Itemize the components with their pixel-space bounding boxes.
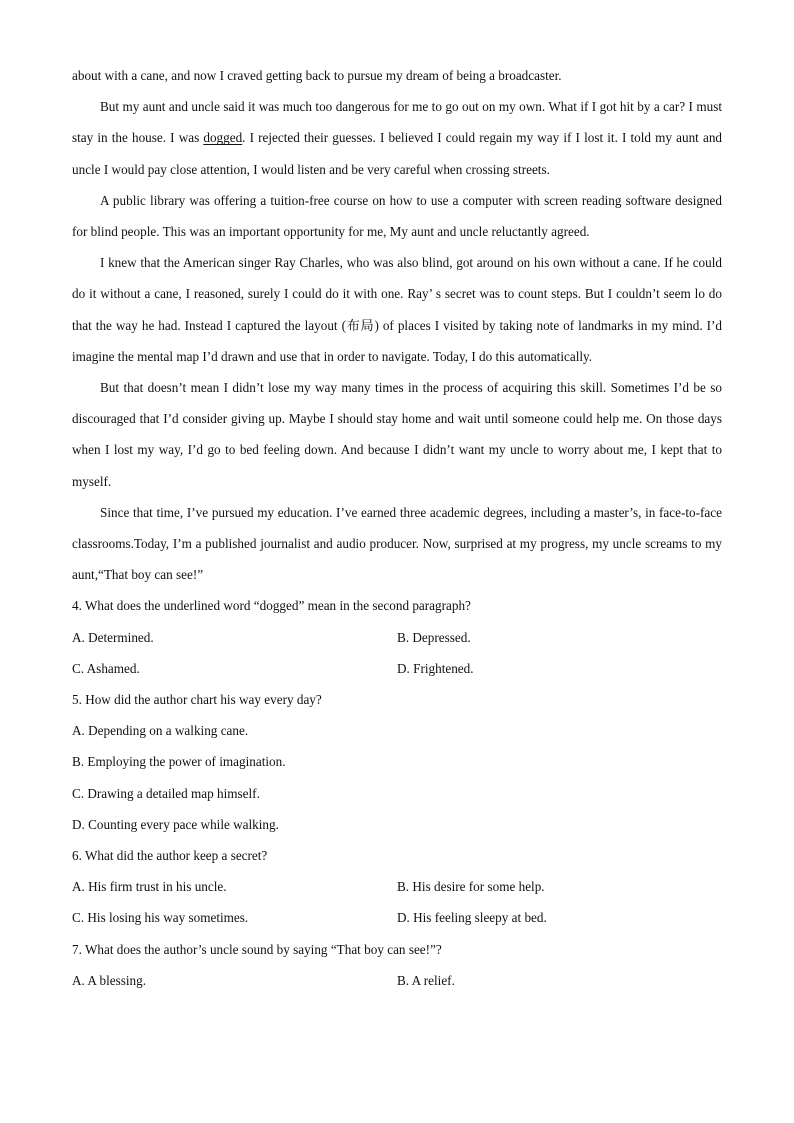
paragraph-1-text-before: But my aunt and uncle said it was much too dangerous for me to go out on my own. What if I got hit by a car? I must stay in the house. I was bbox=[72, 99, 722, 146]
passage-paragraph-4: But that doesn’t mean I didn’t lose my way many times in the process of acquiring this skill. Sometimes I’d be so discouraged that I’d consider giving up. Maybe I should stay home and wait until someone could help me. On those days when I lost my way, I’d go to bed feeling down. And because I didn’t want my uncle to worry about me, I kept that to myself. bbox=[72, 380, 722, 489]
document-page bbox=[72, 60, 722, 996]
question-6-stem: 6. What did the author keep a secret? bbox=[72, 848, 268, 864]
question-5-stem: 5. How did the author chart his way every day? bbox=[72, 692, 322, 708]
question-4-options-row-1 bbox=[72, 622, 722, 653]
question-5-option-d: D. Counting every pace while walking. bbox=[72, 816, 279, 832]
paragraph-1-text-after: . I rejected their guesses. I believed I could regain my way if I lost it. I told my aunt and uncle I would pay close attention, I would listen and be very careful when crossing streets. bbox=[72, 130, 723, 177]
question-6-option-a: A. His firm trust in his uncle. bbox=[72, 879, 227, 895]
question-5-option-c: C. Drawing a detailed map himself. bbox=[72, 785, 260, 801]
question-4-stem: 4. What does the underlined word “dogged” mean in the second paragraph? bbox=[72, 598, 471, 614]
passage-paragraph-1 bbox=[72, 91, 722, 185]
underlined-word: dogged bbox=[203, 130, 243, 146]
question-4-options-row-2 bbox=[72, 653, 722, 684]
passage-paragraph-5: Since that time, I’ve pursued my education. I’ve earned three academic degrees, including a master’s, in face-to-face classrooms.Today, I’m a published journalist and audio producer. Now, surprised at my progress, my uncle screams to my aunt,“That boy can see!” bbox=[72, 504, 722, 583]
question-6-options-row-1 bbox=[72, 871, 722, 902]
question-6-option-d: D. His feeling sleepy at bed. bbox=[397, 910, 547, 926]
passage-paragraph-3: I knew that the American singer Ray Charles, who was also blind, got around on his own without a cane. If he could do it without a cane, I reasoned, surely I could do it with one. Ray’ s secret was to count steps. But I couldn’t seem lo do that the way he had. Instead I captured the layout (布局) of places I visited by taking note of landmarks in my mind. I’d imagine the mental map I’d drawn and use that in order to navigate. Today, I do this automatically. bbox=[72, 255, 722, 364]
question-5-option-a: A. Depending on a walking cane. bbox=[72, 723, 249, 739]
passage-paragraph-0: about with a cane, and now I craved getting back to pursue my dream of being a broadcaster. bbox=[72, 68, 562, 83]
question-6-options-row-2 bbox=[72, 902, 722, 933]
question-7-option-b: B. A relief. bbox=[397, 972, 455, 988]
passage-paragraph-2: A public library was offering a tuition-free course on how to use a computer with screen reading software designed for blind people. This was an important opportunity for me, My aunt and uncle reluctantly agreed. bbox=[72, 192, 722, 240]
question-4-option-a: A. Determined. bbox=[72, 629, 154, 645]
question-6-option-c: C. His losing his way sometimes. bbox=[72, 910, 249, 926]
question-5-option-b: B. Employing the power of imagination. bbox=[72, 754, 286, 770]
question-4-option-d: D. Frightened. bbox=[397, 660, 474, 676]
question-4-option-b: B. Depressed. bbox=[397, 629, 471, 645]
question-4-option-c: C. Ashamed. bbox=[72, 660, 140, 676]
question-7-option-a: A. A blessing. bbox=[72, 972, 147, 988]
question-7-stem: 7. What does the author’s uncle sound by saying “That boy can see!”? bbox=[72, 941, 442, 957]
question-6-option-b: B. His desire for some help. bbox=[397, 879, 545, 895]
question-7-options-row-1 bbox=[72, 965, 722, 996]
